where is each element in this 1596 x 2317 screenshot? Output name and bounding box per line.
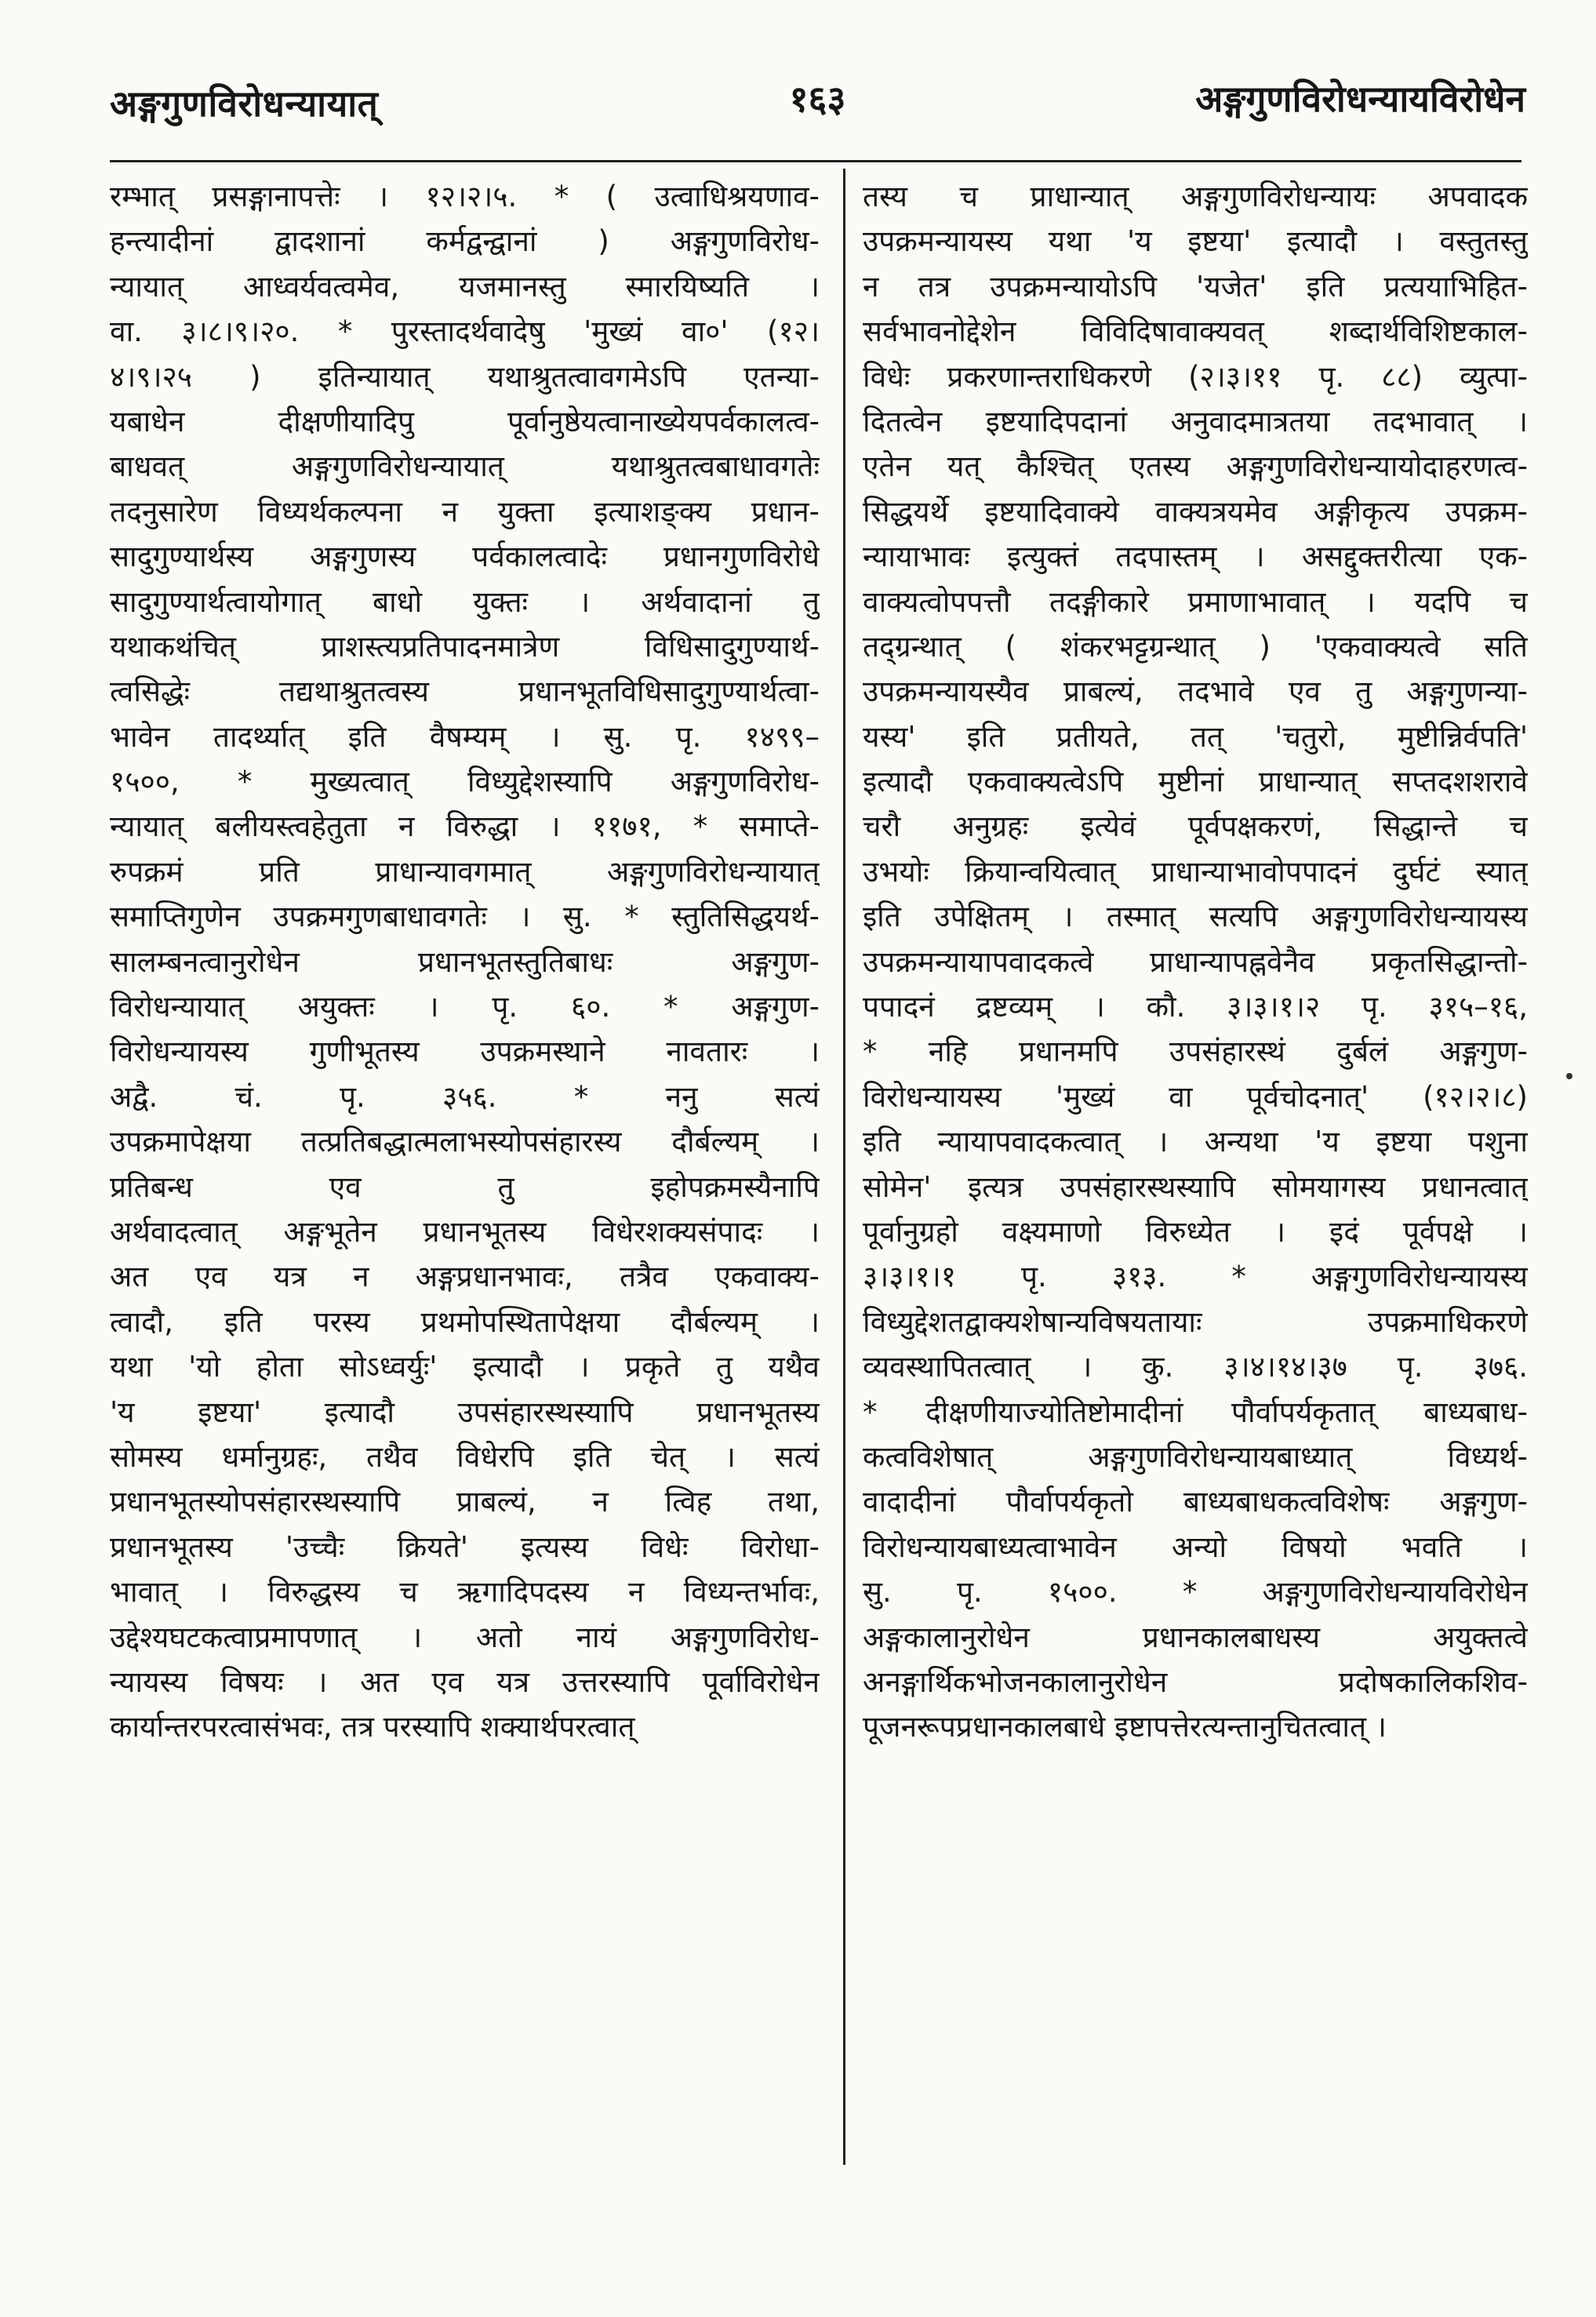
- text-line-right: कत्वविशेषात् अङ्गगुणविरोधन्यायबाध्यात् विध्यर्थ-: [863, 1439, 1528, 1474]
- text-line-right: इति उपेक्षितम् । तस्मात् सत्यपि अङ्गगुणविरोधन्यायस्य: [863, 900, 1528, 934]
- text-line-left: अद्वै. चं. पृ. ३५६. * ननु सत्यं: [110, 1079, 820, 1114]
- text-line-right: * दीक्षणीयाज्योतिष्टोमादीनां पौर्वापर्यकृतात् बाध्यबाध-: [863, 1395, 1528, 1429]
- text-line-left: समाप्तिगुणेन उपक्रमगुणबाधावगतेः । सु. * स्तुतिसिद्धयर्थ-: [110, 900, 820, 934]
- text-line-left: भावात् । विरुद्धस्य च ऋगादिपदस्य न विध्यन्तर्भावः,: [110, 1575, 820, 1610]
- text-line-right: अङ्गकालानुरोधेन प्रधानकालबाधस्य अयुक्तत्वे: [863, 1620, 1528, 1654]
- text-line-right: पूर्वानुग्रहो वक्ष्यमाणो विरुध्येत । इदं पूर्वपक्षे ।: [863, 1214, 1528, 1249]
- text-line-right: वादादीनां पौर्वापर्यकृतो बाध्यबाधकत्वविशेषः अङ्गगुण-: [863, 1485, 1528, 1519]
- text-line-right: उभयोः क्रियान्वयित्वात् प्राधान्याभावोपपादनं दुर्घटं स्यात्: [863, 854, 1528, 889]
- text-line-right: एतेन यत् कैश्चित् एतस्य अङ्गगुणविरोधन्यायोदाहरणत्व-: [863, 449, 1528, 484]
- text-line-right: पूजनरूपप्रधानकालबाधे इष्टापत्तेरत्यन्तानुचितत्वात् ।: [863, 1710, 1387, 1744]
- text-line-right: सर्वभावनोद्देशेन विविदिषावाक्यवत् शब्दार्थविशिष्टकाल-: [863, 315, 1528, 349]
- text-line-left: विरोधन्यायात् अयुक्तः । पृ. ६०. * अङ्गगुण-: [110, 990, 820, 1024]
- text-line-right: तस्य च प्राधान्यात् अङ्गगुणविरोधन्यायः अपवादक: [863, 180, 1528, 213]
- text-line-left: यथाकथंचित् प्राशस्त्यप्रतिपादनमात्रेण विधिसादुगुण्यार्थ-: [110, 629, 820, 664]
- text-line-right: ३।३।१।१ पृ. ३१३. * अङ्गगुणविरोधन्यायस्य: [863, 1260, 1528, 1294]
- running-head-right: अङ्गगुणविरोधन्यायविरोधेन: [1195, 78, 1525, 120]
- text-line-left: अत एव यत्र न अङ्गप्रधानभावः, तत्रैव एकवाक्य-: [110, 1260, 820, 1294]
- text-line-left: त्वादौ, इति परस्य प्रथमोपस्थितापेक्षया दौर्बल्यम् ।: [110, 1304, 820, 1339]
- text-line-right: यस्य' इति प्रतीयते, तत् 'चतुरो, मुष्टीन्निर्वपति': [863, 719, 1528, 754]
- text-line-right: व्यवस्थापितत्वात् । कु. ३।४।१४।३७ पृ. ३७६.: [863, 1350, 1528, 1384]
- text-line-right: पपादनं द्रष्टव्यम् । कौ. ३।३।१।२ पृ. ३१५–१६,: [863, 990, 1528, 1024]
- text-line-right: उपक्रमन्यायस्य यथा 'य इष्टया' इत्यादौ । वस्तुतस्तु: [863, 224, 1528, 259]
- text-line-left: त्वसिद्धेः तद्यथाश्रुतत्वस्य प्रधानभूतविधिसादुगुण्यार्थत्वा-: [110, 675, 820, 709]
- text-line-right: विधेः प्रकरणान्तराधिकरणे (२।३।११ पृ. ८८) व्युत्पा-: [863, 359, 1528, 394]
- text-line-left: प्रधानभूतस्योपसंहारस्थस्यापि प्राबल्यं, न त्विह तथा,: [110, 1485, 820, 1519]
- text-line-left: वा. ३।८।९।२०. * पुरस्तादर्थवादेषु 'मुख्यं वा०' (१२।: [110, 315, 820, 349]
- right-column: [863, 174, 1528, 1750]
- left-column: [110, 174, 820, 1750]
- text-line-right: सु. पृ. १५००. * अङ्गगुणविरोधन्यायविरोधेन: [863, 1575, 1528, 1610]
- text-line-left: सालम्बनत्वानुरोधेन प्रधानभूतस्तुतिबाधः अङ्गगुण-: [110, 944, 820, 979]
- text-line-left: प्रतिबन्ध एव तु इहोपक्रमस्यैनापि: [110, 1169, 820, 1204]
- text-line-left: विरोधन्यायस्य गुणीभूतस्य उपक्रमस्थाने नावतारः ।: [110, 1035, 820, 1069]
- text-line-left: ४।९।२५ ) इतिन्यायात् यथाश्रुतत्वावगमेऽपि एतन्या-: [110, 359, 820, 394]
- column-divider: [843, 169, 845, 2165]
- text-line-left: बाधवत् अङ्गगुणविरोधन्यायात् यथाश्रुतत्वबाधावगतेः: [110, 449, 820, 484]
- text-line-left: उद्देश्यघटकत्वाप्रमापणात् । अतो नायं अङ्गगुणविरोध-: [110, 1620, 820, 1654]
- text-line-left: तदनुसारेण विध्यर्थकल्पना न युक्ता इत्याशङ्क्य प्रधान-: [110, 494, 820, 529]
- text-line-left: यबाधेन दीक्षणीयादिपु पूर्वानुष्ठेयत्वानाख्येयपर्वकालत्व-: [110, 404, 820, 438]
- text-line-right: इति न्यायापवादकत्वात् । अन्यथा 'य इष्टया पशुना: [863, 1125, 1528, 1159]
- text-line-right: दितत्वेन इष्टयादिपदानां अनुवादमात्रतया तदभावात् ।: [863, 404, 1528, 438]
- text-line-left: अर्थवादत्वात् अङ्गभूतेन प्रधानभूतस्य विधेरशक्यसंपादः ।: [110, 1214, 820, 1249]
- header-rule: [110, 160, 1521, 162]
- margin-speck: [1566, 1073, 1572, 1079]
- text-line-left: सादुगुण्यार्थत्वायोगात् बाधो युक्तः । अर्थवादानां तु: [110, 584, 820, 619]
- text-line-right: चरौ अनुग्रहः इत्येवं पूर्वपक्षकरणं, सिद्धान्ते च: [863, 809, 1528, 844]
- page-number: १६३: [789, 78, 846, 120]
- text-line-left: न्यायात् बलीयस्त्वहेतुता न विरुद्धा । ११७१, * समाप्ते-: [110, 809, 820, 844]
- text-line-right: वाक्यत्वोपपत्तौ तदङ्गीकारे प्रमाणाभावात् । यदपि च: [863, 584, 1528, 619]
- text-line-left: न्यायात् आध्वर्यवत्वमेव, यजमानस्तु स्मारयिष्यति ।: [110, 269, 820, 304]
- text-line-left: रुपक्रमं प्रति प्राधान्यावगमात् अङ्गगुणविरोधन्यायात्: [110, 854, 820, 889]
- text-line-right: उपक्रमन्यायापवादकत्वे प्राधान्यापह्नवेनैव प्रकृतसिद्धान्तो-: [863, 944, 1528, 979]
- text-line-left: कार्यान्तरपरत्वासंभवः, तत्र परस्यापि शक्यार्थपरत्वात्: [110, 1710, 635, 1744]
- text-line-left: 'य इष्टया' इत्यादौ उपसंहारस्थस्यापि प्रधानभूतस्य: [110, 1395, 820, 1429]
- text-line-right: तद्ग्रन्थात् ( शंकरभट्टग्रन्थात् ) 'एकवाक्यत्वे सति: [863, 629, 1528, 664]
- text-line-left: सादुगुण्यार्थस्य अङ्गगुणस्य पर्वकालत्वादेः प्रधानगुणविरोधे: [110, 540, 820, 574]
- text-line-left: भावेन तादर्थ्यात् इति वैषम्यम् । सु. पृ. १४९९–: [110, 719, 820, 754]
- text-line-right: सोमेन' इत्यत्र उपसंहारस्थस्यापि सोमयागस्य प्रधानत्वात्: [863, 1169, 1528, 1204]
- text-line-right: विध्युद्देशतद्वाक्यशेषान्यविषयतायाः उपक्रमाधिकरणे: [863, 1304, 1528, 1339]
- text-line-right: उपक्रमन्यायस्यैव प्राबल्यं, तदभावे एव तु अङ्गगुणन्या-: [863, 675, 1528, 709]
- text-line-left: हन्त्यादीनां द्वादशानां कर्मद्वन्द्वानां ) अङ्गगुणविरोध-: [110, 224, 820, 259]
- text-line-left: १५००, * मुख्यत्वात् विध्युद्देशस्यापि अङ्गगुणविरोध-: [110, 765, 820, 799]
- text-line-left: रम्भात् प्रसङ्गानापत्तेः । १२।२।५. * ( उत्वाधिश्रयणाव-: [110, 180, 820, 213]
- text-line-right: इत्यादौ एकवाक्यत्वेऽपि मुष्टीनां प्राधान्यात् सप्तदशशरावे: [863, 765, 1528, 799]
- text-line-left: यथा 'यो होता सोऽध्वर्युः' इत्यादौ । प्रकृते तु यथैव: [110, 1350, 820, 1384]
- text-line-right: अनङ्गार्थिकभोजनकालानुरोधेन प्रदोषकालिकशिव-: [863, 1664, 1528, 1699]
- text-line-left: उपक्रमापेक्षया तत्प्रतिबद्धात्मलाभस्योपसंहारस्य दौर्बल्यम् ।: [110, 1125, 820, 1159]
- page-header: [110, 63, 1525, 157]
- text-line-left: न्यायस्य विषयः । अत एव यत्र उत्तरस्यापि पूर्वाविरोधेन: [110, 1664, 820, 1699]
- text-line-right: विरोधन्यायबाध्यत्वाभावेन अन्यो विषयो भवति ।: [863, 1530, 1528, 1564]
- running-head-left: अङ्गगुणविरोधन्यायात्: [110, 82, 379, 125]
- text-line-right: विरोधन्यायस्य 'मुख्यं वा पूर्वचोदनात्' (१२।२।८): [863, 1079, 1528, 1114]
- text-line-right: न तत्र उपक्रमन्यायोऽपि 'यजेत' इति प्रत्ययाभिहित-: [863, 269, 1528, 304]
- text-line-right: न्यायाभावः इत्युक्तं तदपास्तम् । असद्दुक्तरीत्या एक-: [863, 540, 1528, 574]
- text-line-right: * नहि प्रधानमपि उपसंहारस्थं दुर्बलं अङ्गगुण-: [863, 1035, 1528, 1069]
- text-line-left: सोमस्य धर्मानुग्रहः, तथैव विधेरपि इति चेत् । सत्यं: [110, 1439, 820, 1474]
- text-line-left: प्रधानभूतस्य 'उच्चैः क्रियते' इत्यस्य विधेः विरोधा-: [110, 1530, 820, 1564]
- text-line-right: सिद्धयर्थे इष्टयादिवाक्ये वाक्यत्रयमेव अङ्गीकृत्य उपक्रम-: [863, 494, 1528, 529]
